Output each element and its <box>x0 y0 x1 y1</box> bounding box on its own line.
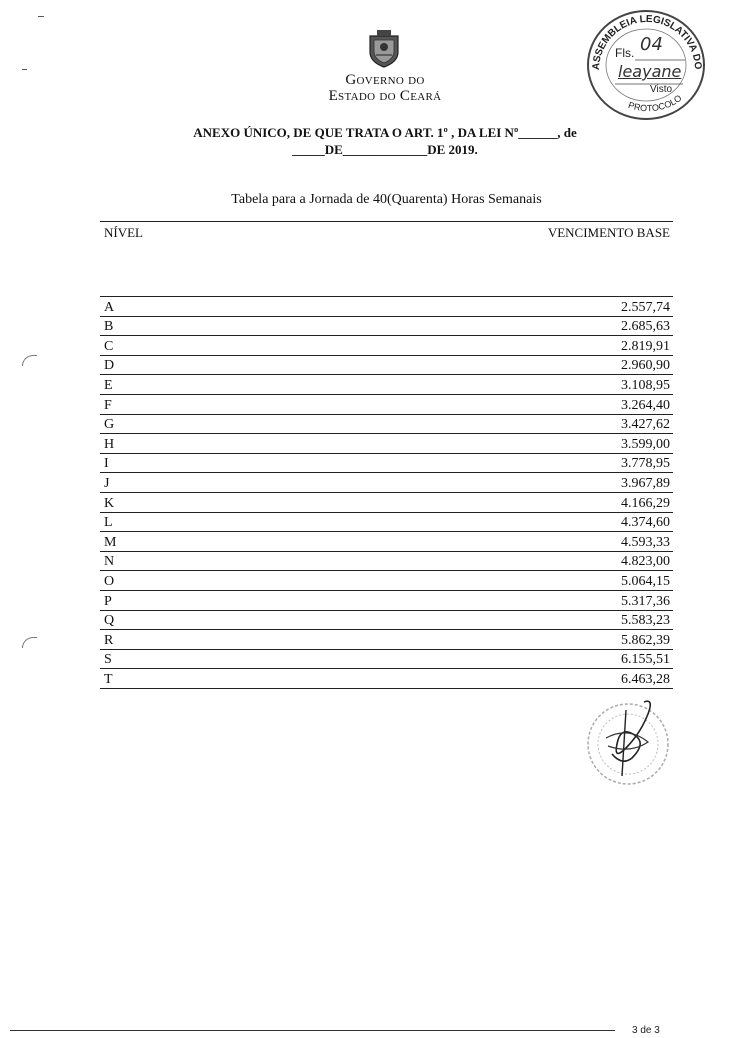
table-row <box>100 453 673 473</box>
stamp-visto-label: Visto <box>650 84 673 95</box>
table-row <box>100 668 673 688</box>
row-level: P <box>104 593 112 609</box>
scan-speck <box>22 69 27 70</box>
table-row <box>100 570 673 590</box>
row-value: 3.108,95 <box>621 377 670 393</box>
table-row <box>100 649 673 669</box>
stamp-folio-label: Fls. <box>615 46 635 60</box>
stamp-ring-text: ASSEMBLEIA LEGISLATIVA DO <box>590 13 704 71</box>
row-level: F <box>104 397 112 413</box>
annex-title-line-1: ANEXO ÚNICO, DE QUE TRATA O ART. 1º , DA LEI Nº______, de <box>193 125 577 140</box>
row-level: L <box>104 515 113 531</box>
government-line-1: Governo do <box>345 72 425 88</box>
row-value: 3.967,89 <box>621 475 670 491</box>
table-row <box>100 492 673 512</box>
table-row <box>100 374 673 394</box>
row-level: M <box>104 534 117 550</box>
annex-title-line-2: _____DE_____________DE 2019. <box>292 142 478 157</box>
svg-text:PROTOCOLO <box>627 93 683 113</box>
row-value: 4.166,29 <box>621 495 670 511</box>
table-row <box>100 394 673 414</box>
row-value: 6.463,28 <box>621 671 670 687</box>
row-value: 4.823,00 <box>621 554 670 570</box>
row-value: 5.862,39 <box>621 632 670 648</box>
row-level: H <box>104 436 115 452</box>
row-value: 5.317,36 <box>621 593 670 609</box>
row-value: 4.593,33 <box>621 534 670 550</box>
row-value: 2.685,63 <box>621 319 670 335</box>
table-row <box>100 316 673 336</box>
stamp-bottom-text: PROTOCOLO <box>627 92 684 114</box>
table-row <box>100 551 673 571</box>
ceara-coat-of-arms-icon <box>366 28 402 68</box>
row-value: 2.960,90 <box>621 358 670 374</box>
row-value: 2.557,74 <box>621 299 670 315</box>
table-row <box>100 296 673 316</box>
row-level: Q <box>104 613 115 629</box>
row-level: I <box>104 456 109 472</box>
row-level: T <box>104 671 113 687</box>
row-level: B <box>104 319 114 335</box>
row-level: J <box>104 475 110 491</box>
row-value: 5.064,15 <box>621 573 670 589</box>
table-row <box>100 610 673 630</box>
row-value: 6.155,51 <box>621 652 670 668</box>
stamp-folio-number: 04 <box>640 34 663 55</box>
row-level: E <box>104 377 113 393</box>
row-level: D <box>104 358 115 374</box>
row-value: 3.264,40 <box>621 397 670 413</box>
row-level: R <box>104 632 114 648</box>
table-row <box>100 512 673 532</box>
scan-speck <box>22 637 37 648</box>
header-level: NÍVEL <box>104 225 143 240</box>
row-level: G <box>104 417 115 433</box>
row-level: N <box>104 554 115 570</box>
signature-seal-icon <box>582 696 674 790</box>
row-value: 5.583,23 <box>621 613 670 629</box>
stamp-signature: leayane <box>618 62 682 81</box>
scan-speck <box>22 355 37 366</box>
table-subtitle: Tabela para a Jornada de 40(Quarenta) Horas Semanais <box>231 192 542 207</box>
table-row <box>100 472 673 492</box>
header-salary: VENCIMENTO BASE <box>547 225 670 240</box>
row-value: 3.599,00 <box>621 436 670 452</box>
table-row <box>100 433 673 453</box>
table-row <box>100 355 673 375</box>
government-line-2: Estado do Ceará <box>328 88 442 104</box>
page-number: 3 de 3 <box>632 1025 660 1036</box>
table-row <box>100 629 673 649</box>
scan-speck <box>38 16 44 17</box>
row-rule <box>100 688 673 689</box>
row-value: 4.374,60 <box>621 515 670 531</box>
row-value: 3.778,95 <box>621 456 670 472</box>
row-level: C <box>104 338 114 354</box>
row-level: O <box>104 573 115 589</box>
row-value: 3.427,62 <box>621 417 670 433</box>
row-value: 2.819,91 <box>621 338 670 354</box>
table-row <box>100 335 673 355</box>
row-level: S <box>104 652 112 668</box>
table-row <box>100 590 673 610</box>
table-top-rule <box>100 221 673 222</box>
row-level: A <box>104 299 115 315</box>
row-level: K <box>104 495 115 511</box>
table-row <box>100 531 673 551</box>
footer-rule <box>10 1030 615 1031</box>
table-row <box>100 414 673 434</box>
